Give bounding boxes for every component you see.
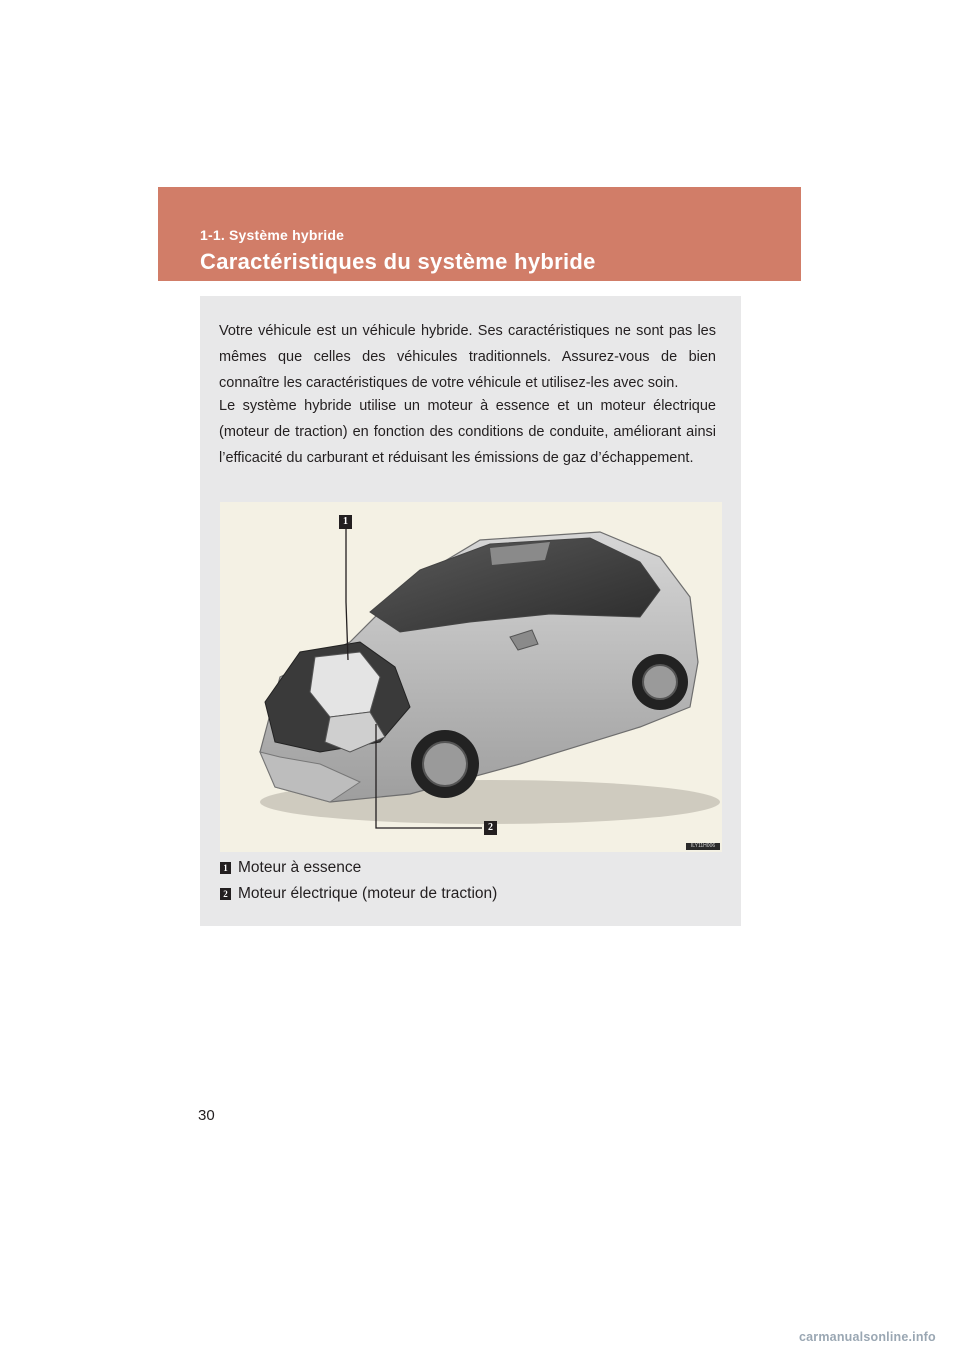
car-drawing <box>220 502 722 852</box>
legend-item <box>220 855 720 881</box>
legend-number: 1 <box>220 862 231 874</box>
figure-code: ILY11H006 <box>686 843 720 850</box>
section-label: 1-1. Système hybride <box>200 227 345 243</box>
legend-number: 2 <box>220 888 231 900</box>
hybrid-car-illustration <box>220 502 722 852</box>
legend-label: Moteur à essence <box>238 859 362 876</box>
watermark[interactable]: carmanualsonline.info <box>799 1330 936 1344</box>
page-number: 30 <box>198 1107 215 1124</box>
intro-paragraph-2: Le système hybride utilise un moteur à essence et un moteur électrique (moteur de traction) en fonction des conditions de conduite, améliorant ainsi l’efficacité du carburant et réduisant les émissions de gaz d’échappement. <box>219 398 716 466</box>
intro-paragraph-1: Votre véhicule est un véhicule hybride. Ses caractéristiques ne sont pas les mêmes que celles des véhicules traditionnels. Assurez-vous de bien connaître les caractéristiques de votre véhicule et utilisez-les avec soin. <box>219 323 716 391</box>
callout-1: 1 <box>339 515 352 529</box>
figure-legend <box>220 855 720 907</box>
content-box <box>200 296 741 926</box>
legend-item <box>220 881 720 907</box>
legend-label: Moteur électrique (moteur de traction) <box>238 885 498 902</box>
page-title: Caractéristiques du système hybride <box>200 249 596 274</box>
callout-1-line <box>346 526 348 660</box>
chapter-header <box>158 187 801 281</box>
callout-2: 2 <box>484 821 497 835</box>
